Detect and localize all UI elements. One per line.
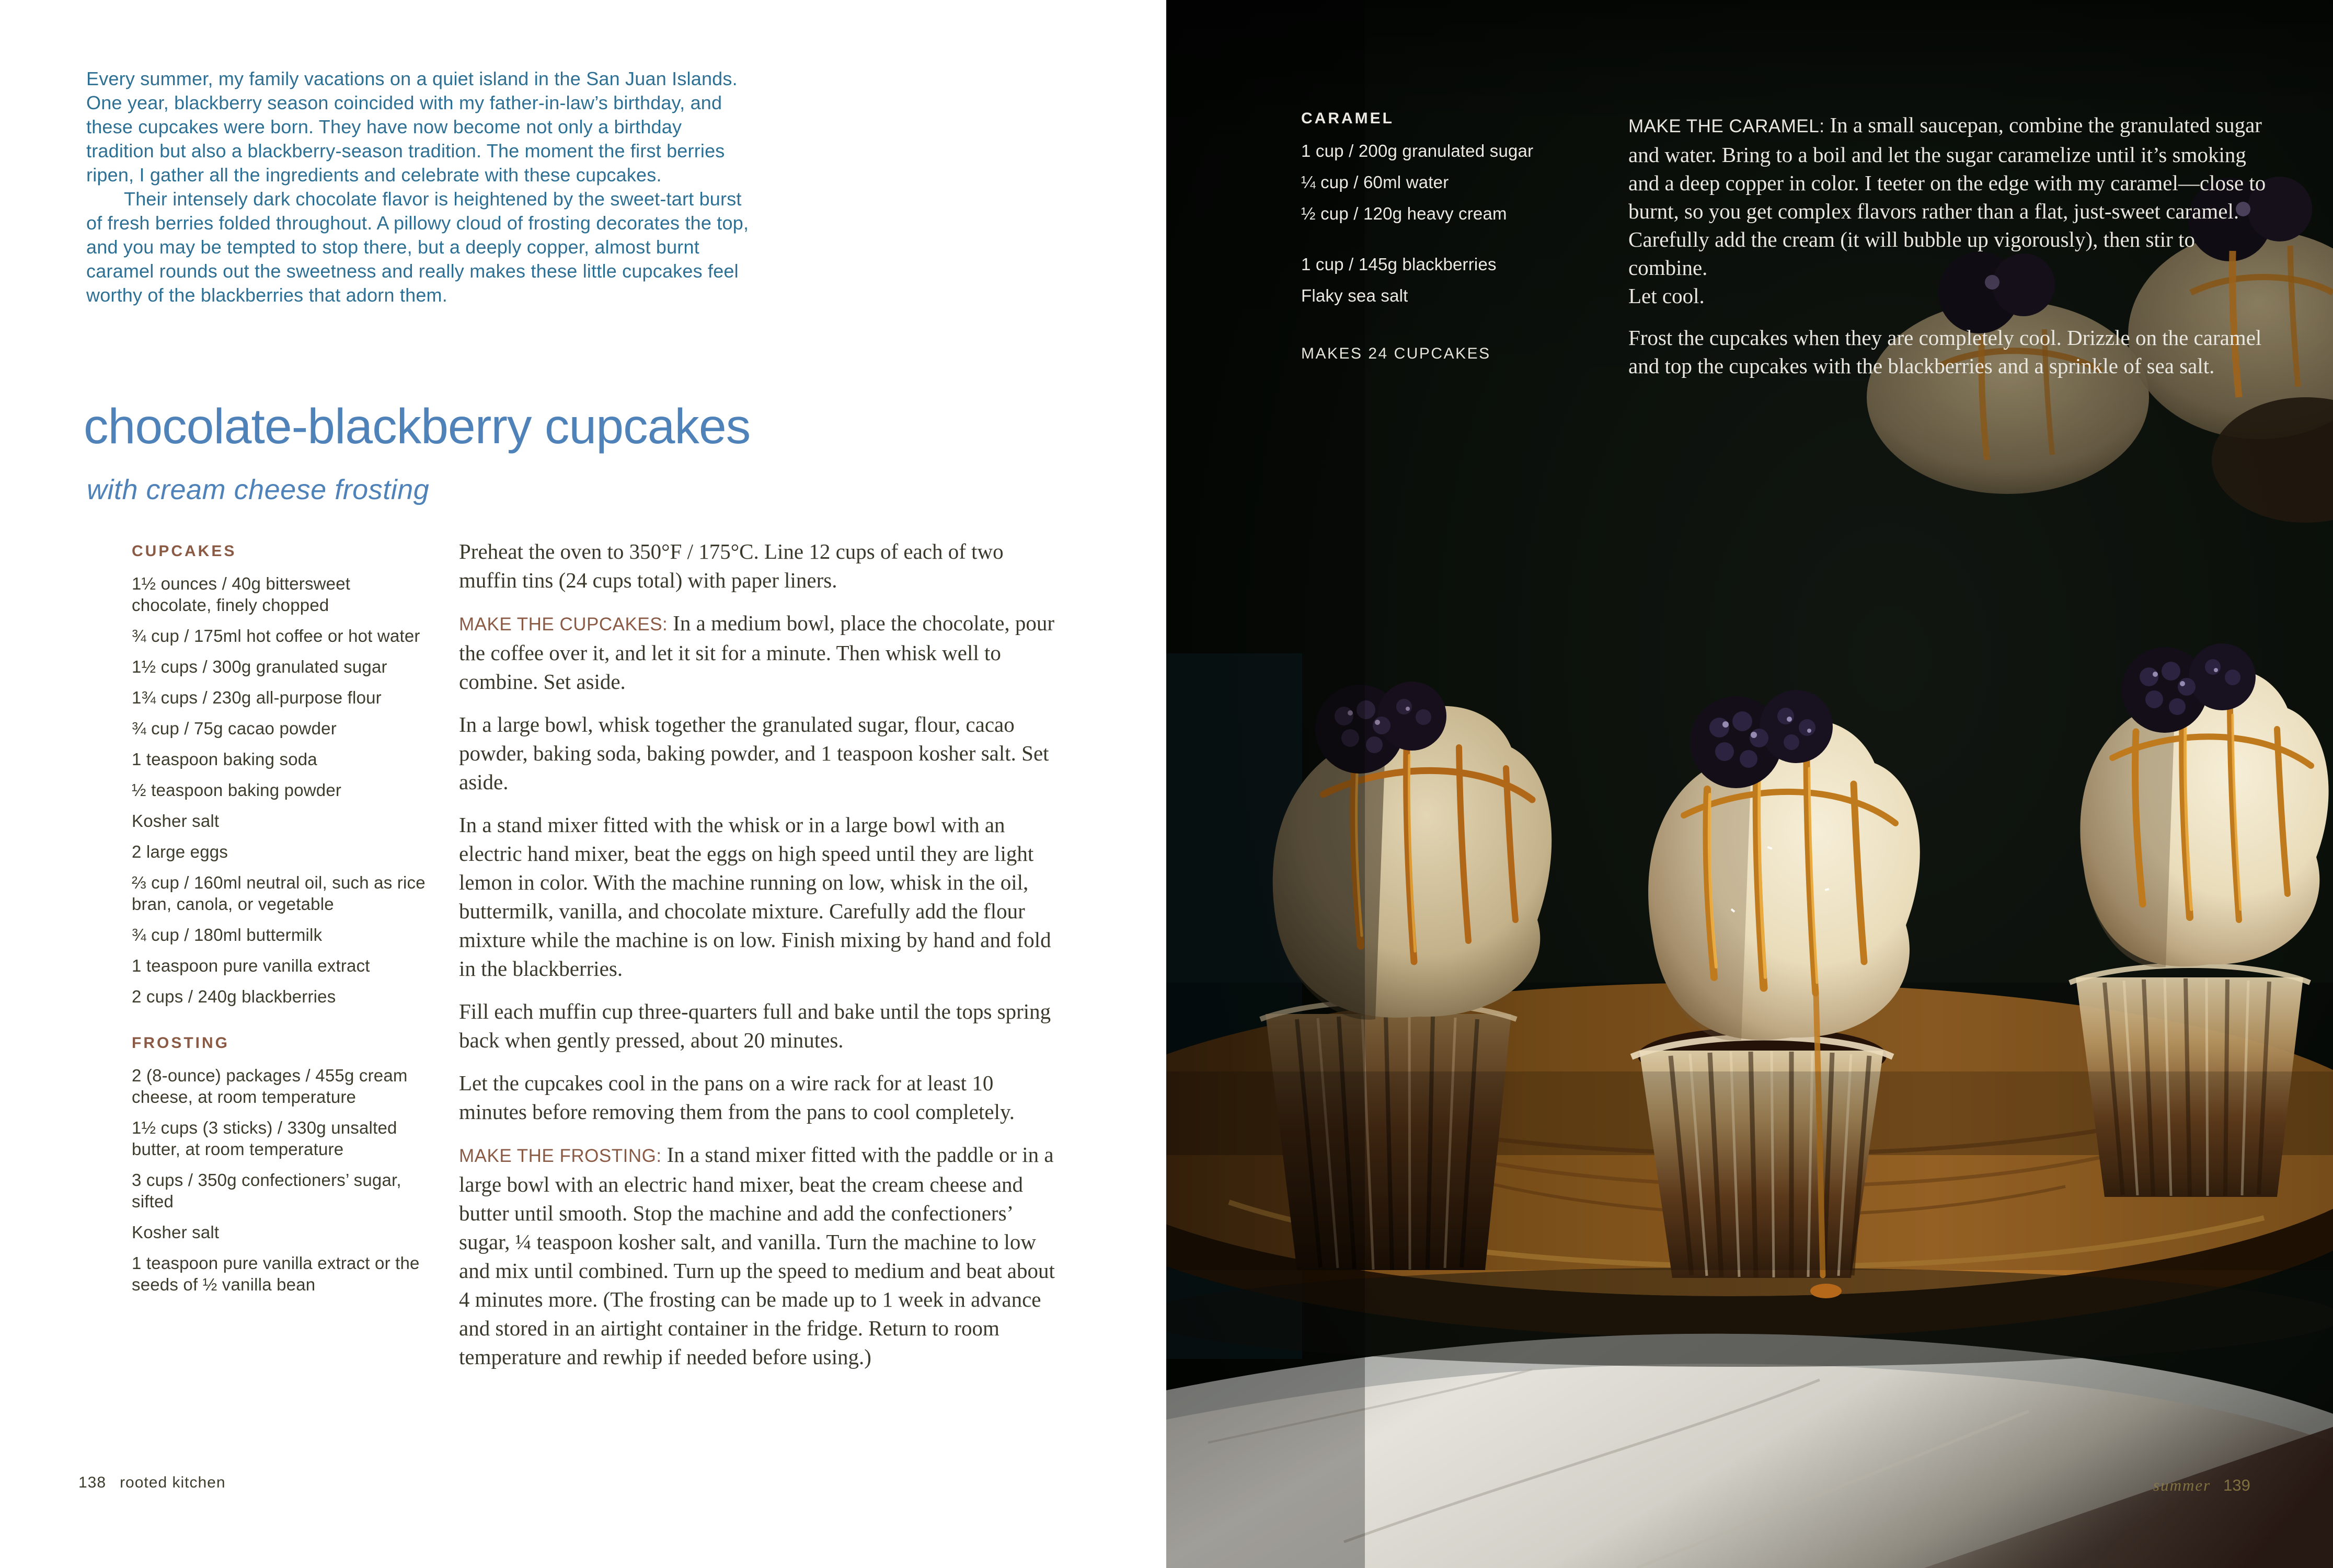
caramel-header: CARAMEL: [1301, 110, 1394, 127]
instruction-paragraph: MAKE THE CUPCAKES: In a medium bowl, place the chocolate, pour the coffee over it, and let it sit for a minute. Then whisk well to combine. Set aside.: [459, 611, 1055, 694]
ingredient-item: 1½ cups / 300g granulated sugar: [132, 657, 387, 676]
ingredient-item: 1 teaspoon pure vanilla extract or the seeds of ½ vanilla bean: [132, 1253, 420, 1294]
instruction-paragraph: MAKE THE CARAMEL: In a small saucepan, combine the granulated sugar and water. Bring to a boil and let the sugar caramelize until it’s smoking and a deep copper in color. I teeter on the edge with my caramel—close to burnt, so you get complex flavors rather than a flat, just-sweet caramel. Carefully add the cream (it will bubble up vigorously), then stir to combine. Let cool.: [1628, 113, 2266, 308]
instruction-paragraph: Frost the cupcakes when they are completely cool. Drizzle on the caramel and top the cupcakes with the blackberries and a sprinkle of sea salt.: [1628, 326, 2262, 378]
right-page-number: 139: [2223, 1476, 2250, 1494]
section-name: summer: [2153, 1476, 2211, 1494]
ingredient-item: Kosher salt: [132, 811, 220, 831]
instruction-paragraph: Preheat the oven to 350°F / 175°C. Line 12 cups of each of two muffin tins (24 cups total) with paper liners.: [459, 539, 1004, 592]
book-title: rooted kitchen: [120, 1474, 226, 1491]
make-caramel-lead: MAKE THE CARAMEL:: [1628, 116, 1825, 136]
ingredients-column: [132, 543, 431, 1305]
right-page-footer: [2153, 1476, 2250, 1495]
cupcakes-ingredients-header: CUPCAKES: [132, 543, 237, 560]
instruction-paragraph: In a stand mixer fitted with the whisk or in a large bowl with an electric hand mixer, beat the eggs on high speed until they are light lemon in color. With the machine running on low, whisk in the oil, buttermilk, vanilla, and chocolate mixture. Carefully add the flour mixture while the machine is on low. Finish mixing by hand and fold in the blackberries.: [459, 813, 1051, 981]
ingredient-item: ¼ cup / 60ml water: [1301, 172, 1449, 192]
intro-paragraph-1: Every summer, my family vacations on a quiet island in the San Juan Islands. One year, blackberry season coincided with my father-in-law’s birthday, and these cupcakes were born. They have now become not only a birthday tradition but also a blackberry-season tradition. The moment the first berries ripen, I gather all the ingredients and celebrate with these cupcakes.: [86, 68, 738, 186]
recipe-subtitle: with cream cheese frosting: [87, 474, 430, 505]
ingredient-item: 1¾ cups / 230g all-purpose flour: [132, 688, 382, 707]
ingredient-item: Kosher salt: [132, 1223, 220, 1242]
ingredient-item: 2 cups / 240g blackberries: [132, 987, 336, 1006]
ingredient-item: ½ cup / 120g heavy cream: [1301, 204, 1507, 223]
make-frosting-lead: MAKE THE FROSTING:: [459, 1146, 662, 1166]
left-page-footer: [78, 1474, 226, 1492]
intro-block: [86, 67, 751, 307]
make-cupcakes-lead: MAKE THE CUPCAKES:: [459, 614, 668, 635]
recipe-title: chocolate-blackberry cupcakes: [84, 399, 751, 454]
caramel-instructions-column: [1628, 111, 2272, 394]
instruction-paragraph: Let the cupcakes cool in the pans on a wire rack for at least 10 minutes before removing them from the pans to cool completely.: [459, 1071, 1015, 1124]
yield-note: MAKES 24 CUPCAKES: [1301, 345, 1491, 362]
ingredient-item: 1½ cups (3 sticks) / 330g unsalted butter, at room temperature: [132, 1118, 397, 1159]
frosting-ingredients-header: FROSTING: [132, 1034, 229, 1052]
ingredient-item: ¾ cup / 175ml hot coffee or hot water: [132, 626, 420, 645]
ingredient-item: ¾ cup / 75g cacao powder: [132, 719, 337, 738]
ingredient-item: 3 cups / 350g confectioners’ sugar, sifted: [132, 1170, 401, 1211]
ingredient-item: 1 cup / 145g blackberries: [1301, 255, 1497, 274]
left-page-number: 138: [78, 1474, 107, 1491]
ingredient-item: 1 cup / 200g granulated sugar: [1301, 141, 1534, 160]
instruction-paragraph: MAKE THE FROSTING: In a stand mixer fitted with the paddle or in a large bowl with an electric hand mixer, beat the cream cheese and butter until smooth. Stop the machine and add the confectioners’ sugar, ¼ teaspoon kosher salt, and vanilla. Turn the machine to low and mix until combined. Turn up the speed to medium and beat about 4 minutes more. (The frosting can be made up to 1 week in advance and stored in an airtight container in the fridge. Return to room temperature and rewhip if needed before using.): [459, 1143, 1055, 1369]
intro-paragraph-2: Their intensely dark chocolate flavor is heightened by the sweet-tart burst of fresh berries folded throughout. A pillowy cloud of frosting decorates the top, and you may be tempted to stop there, but a deeply copper, almost burnt caramel rounds out the sweetness and really makes these little cupcakes feel worthy of the blackberries that adorn them.: [86, 188, 749, 306]
ingredient-item: Flaky sea salt: [1301, 286, 1408, 305]
ingredient-item: ½ teaspoon baking powder: [132, 780, 342, 800]
photo-page: [1166, 0, 2333, 1568]
ingredient-item: 2 (8-ounce) packages / 455g cream cheese, at room temperature: [132, 1066, 408, 1106]
ingredient-item: 1 teaspoon baking soda: [132, 750, 317, 769]
instruction-paragraph: Fill each muffin cup three-quarters full and bake until the tops spring back when gently pressed, about 20 minutes.: [459, 999, 1051, 1052]
ingredient-item: 1½ ounces / 40g bittersweet chocolate, finely chopped: [132, 574, 351, 615]
instruction-paragraph: In a large bowl, whisk together the granulated sugar, flour, cacao powder, baking soda, baking powder, and 1 teaspoon kosher salt. Set aside.: [459, 712, 1049, 794]
ingredient-item: ⅔ cup / 160ml neutral oil, such as rice bran, canola, or vegetable: [132, 873, 426, 914]
ingredient-item: 1 teaspoon pure vanilla extract: [132, 956, 370, 975]
instructions-column: [459, 537, 1064, 1386]
caramel-ingredients-column: [1301, 110, 1625, 363]
ingredient-item: 2 large eggs: [132, 842, 228, 861]
ingredient-item: ¾ cup / 180ml buttermilk: [132, 925, 323, 944]
